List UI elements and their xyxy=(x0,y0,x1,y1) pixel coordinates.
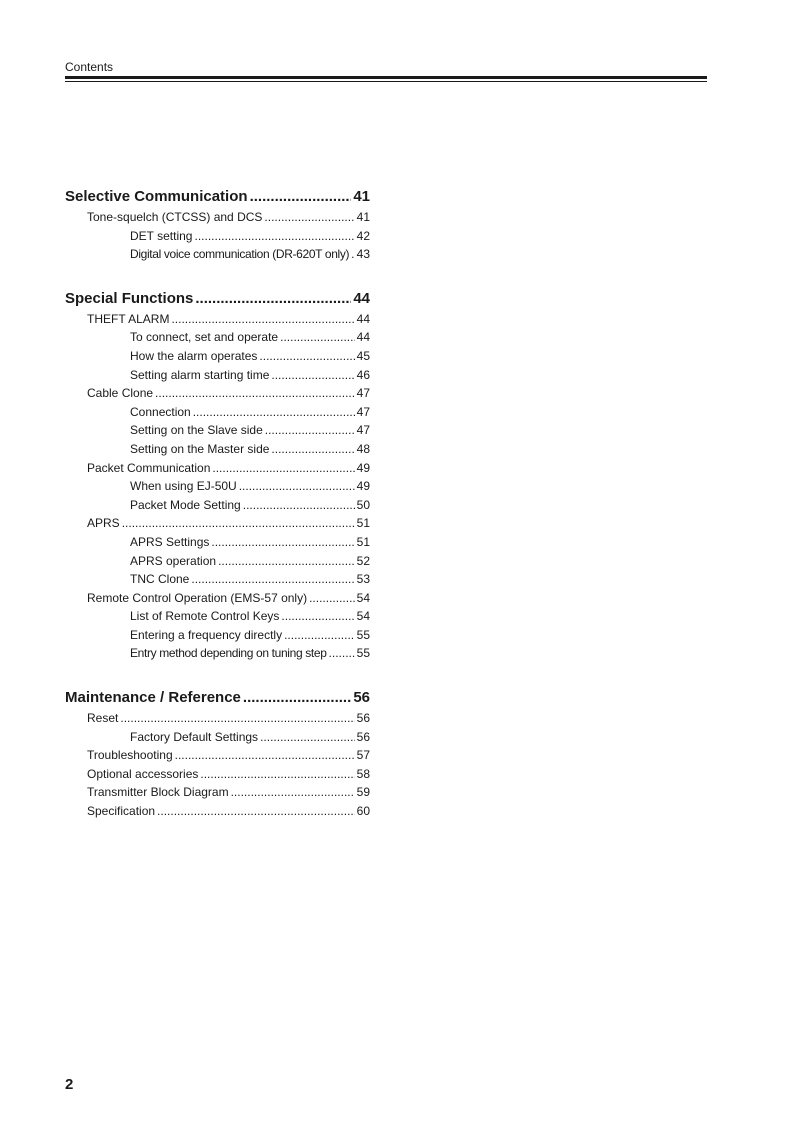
toc-entry[interactable] xyxy=(65,514,370,533)
toc-entry[interactable] xyxy=(65,459,370,478)
toc-entry[interactable] xyxy=(65,310,370,329)
dot-leader xyxy=(211,533,354,552)
toc-entry-label: Tone-squelch (CTCSS) and DCS xyxy=(87,210,263,224)
toc-entry-page: 47 xyxy=(356,386,370,401)
toc-section-title[interactable] xyxy=(65,687,370,709)
toc-entry-page: 43 xyxy=(356,247,370,262)
dot-leader xyxy=(329,644,355,663)
toc-entry[interactable] xyxy=(65,533,370,552)
toc-entry[interactable] xyxy=(65,366,370,385)
toc-entry-page: 56 xyxy=(356,711,370,726)
toc-entry-label: Cable Clone xyxy=(87,386,154,401)
dot-leader xyxy=(309,589,355,608)
toc-entry[interactable] xyxy=(65,227,370,246)
toc-entry-label: Packet Mode Setting xyxy=(130,497,241,512)
dot-leader xyxy=(284,626,355,645)
toc-section-title-page: 41 xyxy=(353,188,370,205)
toc-section-title[interactable] xyxy=(65,186,370,208)
toc-entry-page: 47 xyxy=(356,404,370,419)
toc-entry-page: 46 xyxy=(356,367,370,382)
toc-entry-label: Remote Control Operation (EMS-57 only) xyxy=(87,590,308,605)
dot-leader xyxy=(280,328,355,347)
toc-section-title-page: 56 xyxy=(353,689,370,707)
toc-entry-label: How the alarm operates xyxy=(130,348,258,363)
toc-entry-page: 51 xyxy=(356,516,370,531)
dot-leader xyxy=(194,227,354,246)
dot-leader xyxy=(271,366,354,385)
running-header: Contents xyxy=(65,60,114,74)
toc-entry-label: Optional accessories xyxy=(87,766,199,781)
table-of-contents xyxy=(65,186,370,821)
toc-entry-label: When using EJ-50U xyxy=(130,479,237,494)
dot-leader xyxy=(195,288,351,310)
toc-entry-page: 57 xyxy=(356,748,370,763)
toc-entry-page: 49 xyxy=(356,479,370,494)
toc-entry[interactable] xyxy=(65,570,370,589)
toc-entry-page: 55 xyxy=(356,627,370,642)
toc-entry-label: Troubleshooting xyxy=(87,748,173,763)
toc-section-title-label: Special Functions xyxy=(65,289,194,307)
toc-entry[interactable] xyxy=(65,802,370,821)
dot-leader xyxy=(193,403,355,422)
toc-entry-page: 49 xyxy=(356,460,370,475)
dot-leader xyxy=(243,687,351,709)
toc-entry-label: DET setting xyxy=(130,228,193,243)
dot-leader xyxy=(231,783,355,802)
toc-entry-page: 51 xyxy=(356,534,370,549)
toc-entry-page: 54 xyxy=(356,590,370,605)
section-spacer xyxy=(65,663,370,687)
toc-entry[interactable] xyxy=(65,328,370,347)
toc-entry[interactable] xyxy=(65,746,370,765)
toc-entry[interactable] xyxy=(65,421,370,440)
dot-leader xyxy=(120,709,354,728)
dot-leader xyxy=(264,208,354,227)
toc-entry-label: Factory Default Settings xyxy=(130,729,259,744)
toc-entry-page: 45 xyxy=(356,348,370,363)
toc-entry[interactable] xyxy=(65,208,370,227)
toc-entry-label: To connect, set and operate xyxy=(130,330,279,345)
dot-leader xyxy=(157,802,355,821)
section-spacer xyxy=(65,264,370,288)
toc-entry-label: Setting on the Master side xyxy=(130,441,270,456)
toc-entry-page: 50 xyxy=(356,497,370,512)
dot-leader xyxy=(212,459,354,478)
toc-entry-label: Packet Communication xyxy=(87,460,211,475)
toc-entry-page: 41 xyxy=(356,210,370,224)
toc-entry-page: 48 xyxy=(356,441,370,456)
header-rule-thin xyxy=(65,81,707,82)
dot-leader xyxy=(155,384,355,403)
dot-leader xyxy=(271,440,354,459)
toc-entry[interactable] xyxy=(65,589,370,608)
toc-entry-label: List of Remote Control Keys xyxy=(130,609,280,624)
dot-leader xyxy=(243,496,355,515)
dot-leader xyxy=(218,552,355,571)
toc-entry[interactable] xyxy=(65,552,370,571)
toc-entry-page: 54 xyxy=(356,609,370,624)
toc-entry[interactable] xyxy=(65,347,370,366)
toc-entry-label: Setting alarm starting time xyxy=(130,367,270,382)
toc-entry-page: 52 xyxy=(356,553,370,568)
toc-entry-page: 55 xyxy=(356,646,370,661)
dot-leader xyxy=(175,746,355,765)
toc-entry-label: Specification xyxy=(87,804,156,819)
toc-entry-label: Entry method depending on tuning step xyxy=(130,646,327,661)
dot-leader xyxy=(239,477,355,496)
toc-entry[interactable] xyxy=(65,783,370,802)
toc-entry-label: APRS Settings xyxy=(130,534,210,549)
dot-leader xyxy=(200,765,354,784)
toc-entry-label: THEFT ALARM xyxy=(87,311,170,326)
dot-leader xyxy=(259,347,354,366)
toc-entry-page: 42 xyxy=(356,228,370,243)
toc-entry[interactable] xyxy=(65,403,370,422)
toc-entry[interactable] xyxy=(65,245,370,264)
toc-entry-label: Transmitter Block Diagram xyxy=(87,785,229,800)
toc-entry[interactable] xyxy=(65,477,370,496)
toc-entry-page: 44 xyxy=(356,330,370,345)
dot-leader xyxy=(171,310,354,329)
toc-entry-page: 56 xyxy=(356,729,370,744)
page-number: 2 xyxy=(65,1076,74,1093)
toc-entry[interactable] xyxy=(65,644,370,663)
toc-entry[interactable] xyxy=(65,626,370,645)
toc-entry-label: APRS operation xyxy=(130,553,217,568)
toc-entry-label: TNC Clone xyxy=(130,572,190,587)
toc-entry[interactable] xyxy=(65,496,370,515)
dot-leader xyxy=(351,245,354,264)
toc-entry-page: 60 xyxy=(356,804,370,819)
toc-entry[interactable] xyxy=(65,709,370,728)
toc-entry-page: 53 xyxy=(356,572,370,587)
toc-section-title-label: Selective Communication xyxy=(65,188,248,205)
toc-entry-page: 59 xyxy=(356,785,370,800)
toc-section-title-label: Maintenance / Reference xyxy=(65,689,241,707)
toc-entry[interactable] xyxy=(65,440,370,459)
toc-section-title-page: 44 xyxy=(353,289,370,307)
dot-leader xyxy=(122,514,355,533)
toc-entry[interactable] xyxy=(65,384,370,403)
toc-entry-label: Entering a frequency directly xyxy=(130,627,283,642)
toc-entry-label: APRS xyxy=(87,516,120,531)
toc-entry[interactable] xyxy=(65,728,370,747)
dot-leader xyxy=(265,421,355,440)
toc-entry[interactable] xyxy=(65,607,370,626)
toc-entry-page: 47 xyxy=(356,423,370,438)
dot-leader xyxy=(281,607,354,626)
dot-leader xyxy=(191,570,354,589)
header-rule-thick xyxy=(65,76,707,79)
dot-leader xyxy=(250,186,352,208)
toc-entry-label: Reset xyxy=(87,711,119,726)
toc-section-title[interactable] xyxy=(65,288,370,310)
toc-entry-label: Setting on the Slave side xyxy=(130,423,263,438)
toc-entry-label: Connection xyxy=(130,404,191,419)
toc-entry-label: Digital voice communication (DR-620T only) xyxy=(130,247,350,262)
toc-entry-page: 44 xyxy=(356,311,370,326)
toc-entry-page: 58 xyxy=(356,766,370,781)
dot-leader xyxy=(260,728,355,747)
toc-entry[interactable] xyxy=(65,765,370,784)
